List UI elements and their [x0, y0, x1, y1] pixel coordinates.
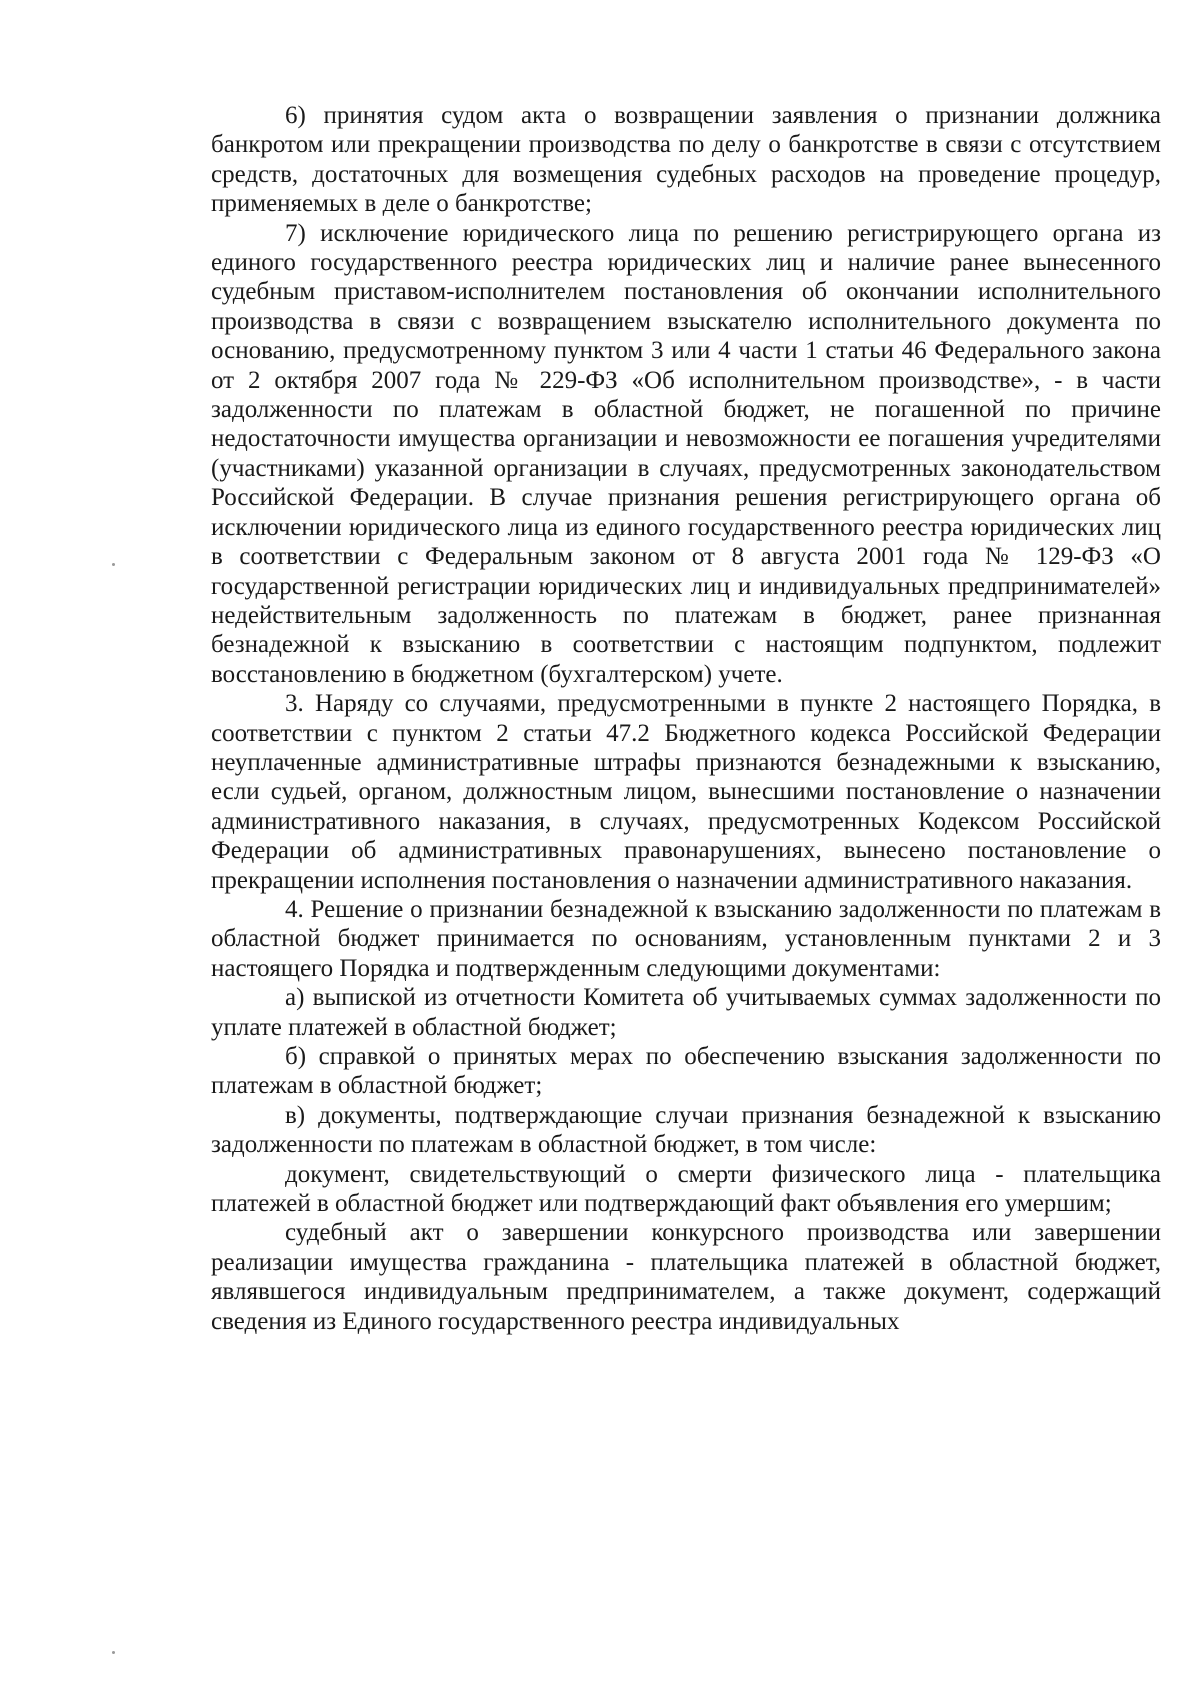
scan-artifact-dot	[112, 563, 115, 566]
paragraph-subitem-b: б) справкой о принятых мерах по обеспечению взыскания задолженности по платежам в областной бюджет;	[211, 1043, 1161, 1100]
paragraph-court-act: судебный акт о завершении конкурсного производства или завершении реализации имущества гражданина - плательщика платежей в областной бюджет, являвшегося индивидуальным предпринимателем, а также документ, содержащий сведения из Единого государственного реестра индивидуальных	[211, 1219, 1161, 1335]
paragraph-item-7: 7) исключение юридического лица по решению регистрирующего органа из единого государственного реестра юридических лиц и наличие ранее вынесенного судебным приставом-исполнителем постановления об окончании исполнительного производства в связи с возвращением взыскателю исполнительного документа по основанию, предусмотренному пунктом 3 или 4 части 1 статьи 46 Федерального закона от 2 октября 2007 года № 229-ФЗ «Об исполнительном производстве», - в части задолженности по платежам в областной бюджет, не погашенной по причине недостаточности имущества организации и невозможности ее погашения учредителями (участниками) указанной организации в случаях, предусмотренных законодательством Российской Федерации. В случае признания решения регистрирующего органа об исключении юридического лица из единого государственного реестра юридических лиц в соответствии с Федеральным законом от 8 августа 2001 года № 129-ФЗ «О государственной регистрации юридических лиц и индивидуальных предпринимателей» недействительным задолженность по платежам в бюджет, ранее признанная безнадежной к взысканию в соответствии с настоящим подпунктом, подлежит восстановлению в бюджетном (бухгалтерском) учете.	[211, 219, 1161, 688]
paragraph-clause-3: 3. Наряду со случаями, предусмотренными в пункте 2 настоящего Порядка, в соответствии с пунктом 2 статьи 47.2 Бюджетного кодекса Российской Федерации неуплаченные административные штрафы признаются безнадежными к взысканию, если судьей, органом, должностным лицом, вынесшими постановление о назначении административного наказания, в случаях, предусмотренных Кодексом Российской Федерации об административных правонарушениях, вынесено постановление о прекращении исполнения постановления о назначении административного наказания.	[211, 690, 1161, 894]
paragraph-clause-4: 4. Решение о признании безнадежной к взысканию задолженности по платежам в областной бюджет принимается по основаниям, установленным пунктами 2 и 3 настоящего Порядка и подтвержденным следующими документами:	[211, 895, 1161, 982]
document-body	[211, 101, 1161, 1336]
paragraph-item-6: 6) принятия судом акта о возвращении заявления о признании должника банкротом или прекращении производства по делу о банкротстве в связи с отсутствием средств, достаточных для возмещения судебных расходов на проведение процедур, применяемых в деле о банкротстве;	[211, 102, 1161, 218]
paragraph-subitem-v: в) документы, подтверждающие случаи признания безнадежной к взысканию задолженности по платежам в областной бюджет, в том числе:	[211, 1101, 1161, 1159]
paragraph-subitem-a: а) выпиской из отчетности Комитета об учитываемых суммах задолженности по уплате платежей в областной бюджет;	[211, 984, 1161, 1041]
paragraph-death-document: документ, свидетельствующий о смерти физического лица - плательщика платежей в областной бюджет или подтверждающий факт объявления его умершим;	[211, 1160, 1161, 1218]
scan-artifact-dot	[112, 1651, 115, 1654]
